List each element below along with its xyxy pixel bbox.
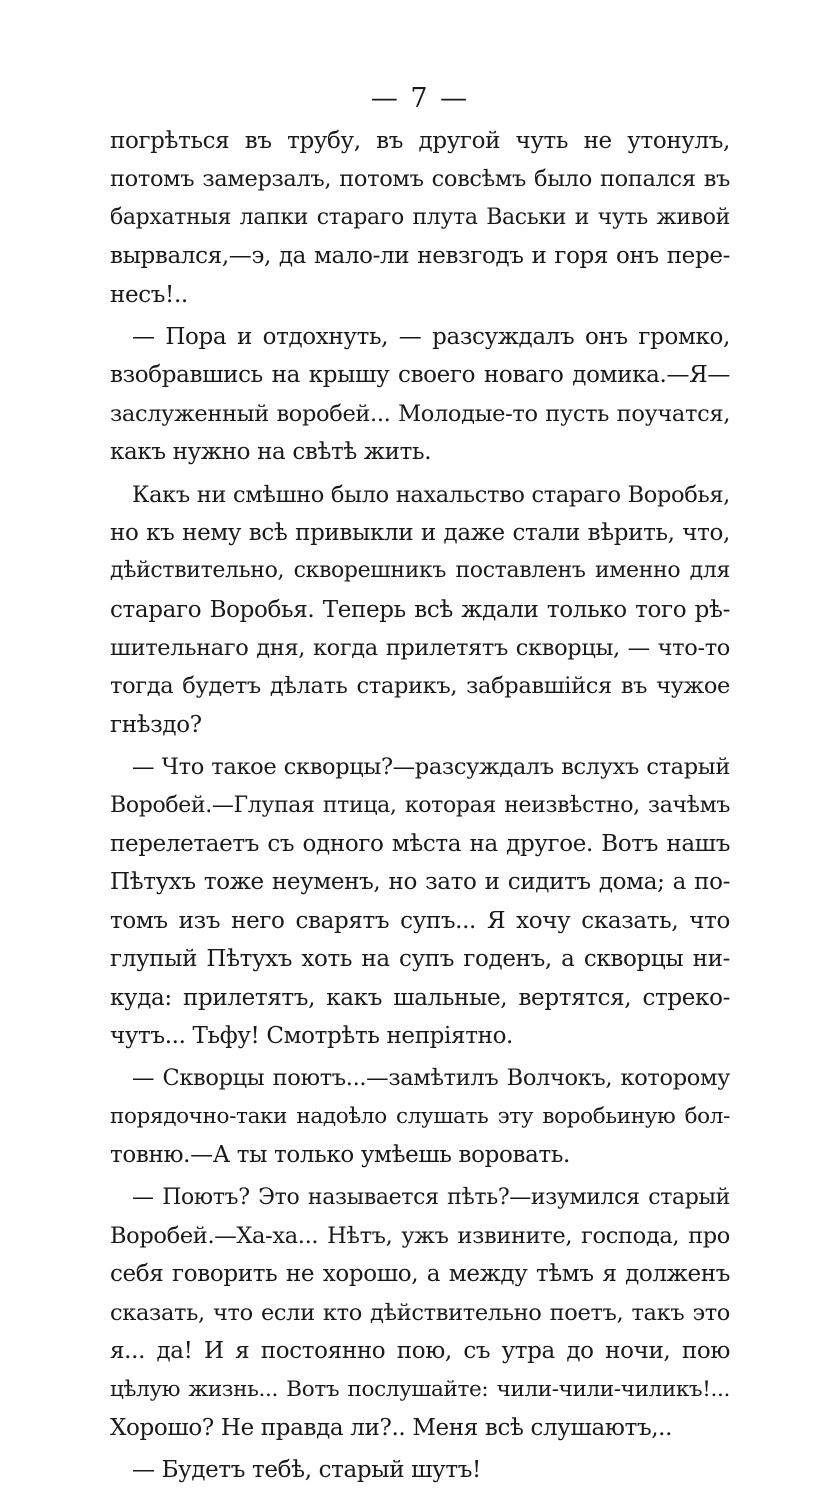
text-line: — Пора и отдохнуть, — разсуждалъ онъ громко,: [132, 323, 730, 350]
paragraph-1: [110, 122, 730, 314]
text-line: порядочно-таки надоѣло слушать эту воробьиную бол-: [110, 1103, 730, 1129]
text-line: но къ нему всѣ привыкли и даже стали вѣрить, что,: [110, 519, 730, 546]
text-line: куда: прилетятъ, какъ шальные, вертятся, стреко-: [110, 984, 730, 1011]
text-line: шительнаго дня, когда прилетятъ скворцы, — что-то: [110, 635, 730, 662]
body-text: [110, 122, 730, 1490]
text-line: — Скворцы поютъ...—замѣтилъ Волчокъ, которому: [132, 1065, 730, 1092]
text-line: вырвался,—э, да мало-ли невзгодъ и горя онъ пере-: [110, 243, 730, 270]
text-line: стараго Воробья. Теперь всѣ ждали только того рѣ-: [110, 596, 730, 623]
text-line: чутъ... Тьфу! Смотрѣть непріятно.: [110, 1022, 514, 1049]
text-line: несъ!..: [110, 281, 188, 308]
paragraph-4: [110, 748, 730, 1055]
text-line: глупый Пѣтухъ хоть на супъ годенъ, а скворцы ни-: [110, 946, 730, 973]
paragraph-5: [110, 1059, 730, 1174]
paragraph-7: [110, 1451, 730, 1489]
text-line: я... да! И я постоянно пою, съ утра до ночи, пою: [110, 1338, 730, 1365]
paragraph-6: [110, 1179, 730, 1448]
text-line: гнѣздо?: [110, 711, 202, 738]
text-line: цѣлую жизнь... Вотъ послушайте: чили-чили-чиликъ!...: [110, 1376, 730, 1402]
text-line: бархатныя лапки стараго плута Васьки и чуть живой: [110, 204, 730, 230]
text-line: какъ нужно на свѣтѣ жить.: [110, 439, 432, 466]
text-line: Хорошо? Не правда ли?.. Меня всѣ слушаютъ,..: [110, 1414, 673, 1441]
text-line: дѣйствительно, скворешникъ поставленъ именно для: [110, 558, 730, 584]
text-line: потомъ замерзалъ, потомъ совсѣмъ было попался въ: [110, 166, 730, 193]
text-line: себя говорить не хорошо, а между тѣмъ я долженъ: [110, 1261, 730, 1288]
text-line: Пѣтухъ тоже неуменъ, но зато и сидитъ дома; а по-: [110, 869, 730, 896]
text-line: томъ изъ него сварятъ супъ... Я хочу сказать, что: [110, 907, 730, 934]
paragraph-3: [110, 476, 730, 745]
text-line: Какъ ни смѣшно было нахальство стараго Воробья,: [132, 481, 730, 508]
text-line: — Будетъ тебѣ, старый шутъ!: [132, 1457, 481, 1484]
text-line: перелетаетъ съ одного мѣста на другое. Вотъ нашъ: [110, 831, 730, 858]
text-line: заслуженный воробей... Молодые-то пусть поучатся,: [110, 400, 730, 427]
text-line: Воробей.—Ха-ха... Нѣтъ, ужъ извините, господа, про: [110, 1222, 730, 1249]
text-line: сказать, что если кто дѣйствительно поетъ, такъ это: [110, 1299, 730, 1326]
text-line: — Поютъ? Это называется пѣть?—изумился старый: [132, 1184, 730, 1210]
page-number: — 7 —: [370, 83, 470, 114]
text-line: взобравшись на крышу своего новаго домика.—Я—: [110, 362, 730, 389]
text-line: — Что такое скворцы?—разсуждалъ вслухъ старый: [132, 754, 730, 781]
text-line: товню.—А ты только умѣешь воровать.: [110, 1142, 570, 1169]
text-line: Воробей.—Глупая птица, которая неизвѣстно, зачѣмъ: [110, 792, 730, 818]
text-line: погрѣться въ трубу, въ другой чуть не утонулъ,: [110, 128, 730, 154]
text-line: тогда будетъ дѣлать старикъ, забравшійся въ чужое: [110, 673, 730, 700]
paragraph-2: [110, 318, 730, 472]
